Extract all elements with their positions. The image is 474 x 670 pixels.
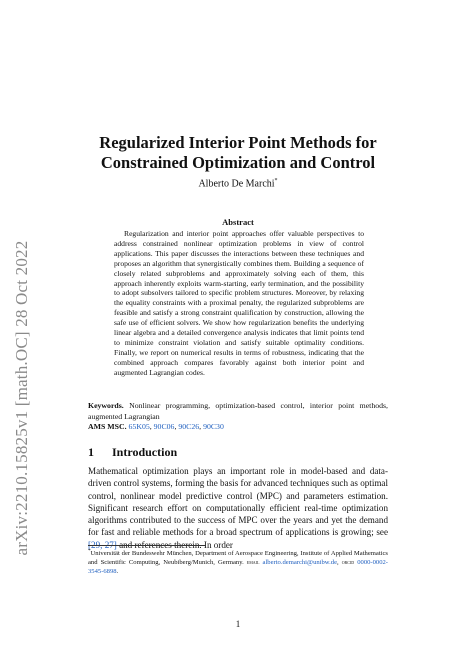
ams-code-link[interactable]: 90C06 [153, 422, 175, 431]
keywords-text: Nonlinear programming, optimization-based control, interior point methods, augmented Lagrangian [88, 401, 389, 421]
intro-text-continued: and references therein. In order [119, 539, 233, 550]
ams-msc-line: AMS MSC. 65K05, 90C06, 90C26, 90C30 [88, 422, 224, 431]
email-link[interactable]: alberto.demarchi@unibw.de [262, 558, 338, 566]
citation-link[interactable]: [29, [88, 539, 103, 550]
abstract-text: Regularization and interior point approaches offer valuable perspectives to address constrained nonlinear optimization problems in view of control applications. This paper discusses the interactions between these techniques and proposes an algorithm that synergistically combines them. Building a sequence of closely related subproblems and approximately solving each of them, this approach inherently exploits warm-starting, early termination, and the possibility to adopt subsolvers tailored to specific problem structures. Moreover, by relaxing the equality constraints with a proximal penalty, the regularized subproblems are feasible and satisfy a strong constraint qualification by construction, allowing the safe use of efficient solvers. We show how regularization benefits the underlying linear algebra and a detailed convergence analysis indicates that limit points tend to minimize constraint violation and satisfy suitable optimality conditions. Finally, we report on numerical results in terms of robustness, indicating that the combined approach compares favorably against both interior point and augmented Lagrangian codes. [114, 229, 364, 377]
ams-label: AMS MSC. [88, 422, 127, 431]
arxiv-identifier: arXiv:2210.15825v1 [math.OC] 28 Oct 2022 [12, 240, 31, 556]
introduction-paragraph [88, 465, 388, 551]
page-number: 1 [235, 619, 241, 629]
author-name: Alberto De Marchi [198, 178, 275, 190]
author-footnote-mark[interactable]: * [274, 178, 278, 184]
title-line-1: Regularized Interior Point Methods for [99, 133, 377, 152]
orcid-link[interactable]: 0000-0002-3545-6898 [88, 558, 388, 575]
author-line [88, 178, 388, 189]
intro-text: Mathematical optimization plays an important role in model-based and data-driven control systems, forming the basis for advanced techniques such as optimal control, nonlinear model predictive control (MPC) and parameters estimation. Significant research effort on computationally efficient real-time optimization algorithms contributed to the success of MPC over the years and yet the demand for fast and reliable methods for a broad spectrum of applications is growing; see [88, 466, 388, 538]
paper-title [88, 133, 388, 173]
ams-code-link[interactable]: 90C30 [203, 422, 224, 431]
footnote-mark: * [88, 549, 91, 554]
section-number: 1 [88, 445, 94, 459]
footnote-email-label: email [246, 559, 260, 566]
ams-code-link[interactable]: 65K05 [128, 422, 150, 431]
title-line-2: Constrained Optimization and Control [100, 153, 376, 172]
keywords-line [88, 401, 388, 422]
affiliation-footnote: *Universität der Bundeswehr München, Department of Aerospace Engineering, Institute of Applied Mathematics and Scientific Computing, Neubiberg/Munich, Germany. email alberto.demarchi@unibw.de, orcid 0000-0002-3545-6898. [88, 549, 388, 575]
abstract-heading: Abstract [222, 217, 254, 227]
footnote-orcid-label: orcid [341, 559, 355, 566]
arxiv-margin-stamp [10, 190, 34, 610]
section-heading [88, 445, 388, 460]
footnote-affiliation: Universität der Bundeswehr München, Department of Aerospace Engineering, Institute of Applied Mathematics and Scientific Computing, Neubiberg/Munich, Germany. [88, 550, 388, 566]
ams-code-link[interactable]: 90C26 [178, 422, 200, 431]
section-title: Introduction [112, 445, 178, 459]
citation-link[interactable]: 27] [104, 539, 117, 550]
footnote-rule [88, 545, 206, 546]
keywords-label: Keywords. [88, 401, 124, 410]
